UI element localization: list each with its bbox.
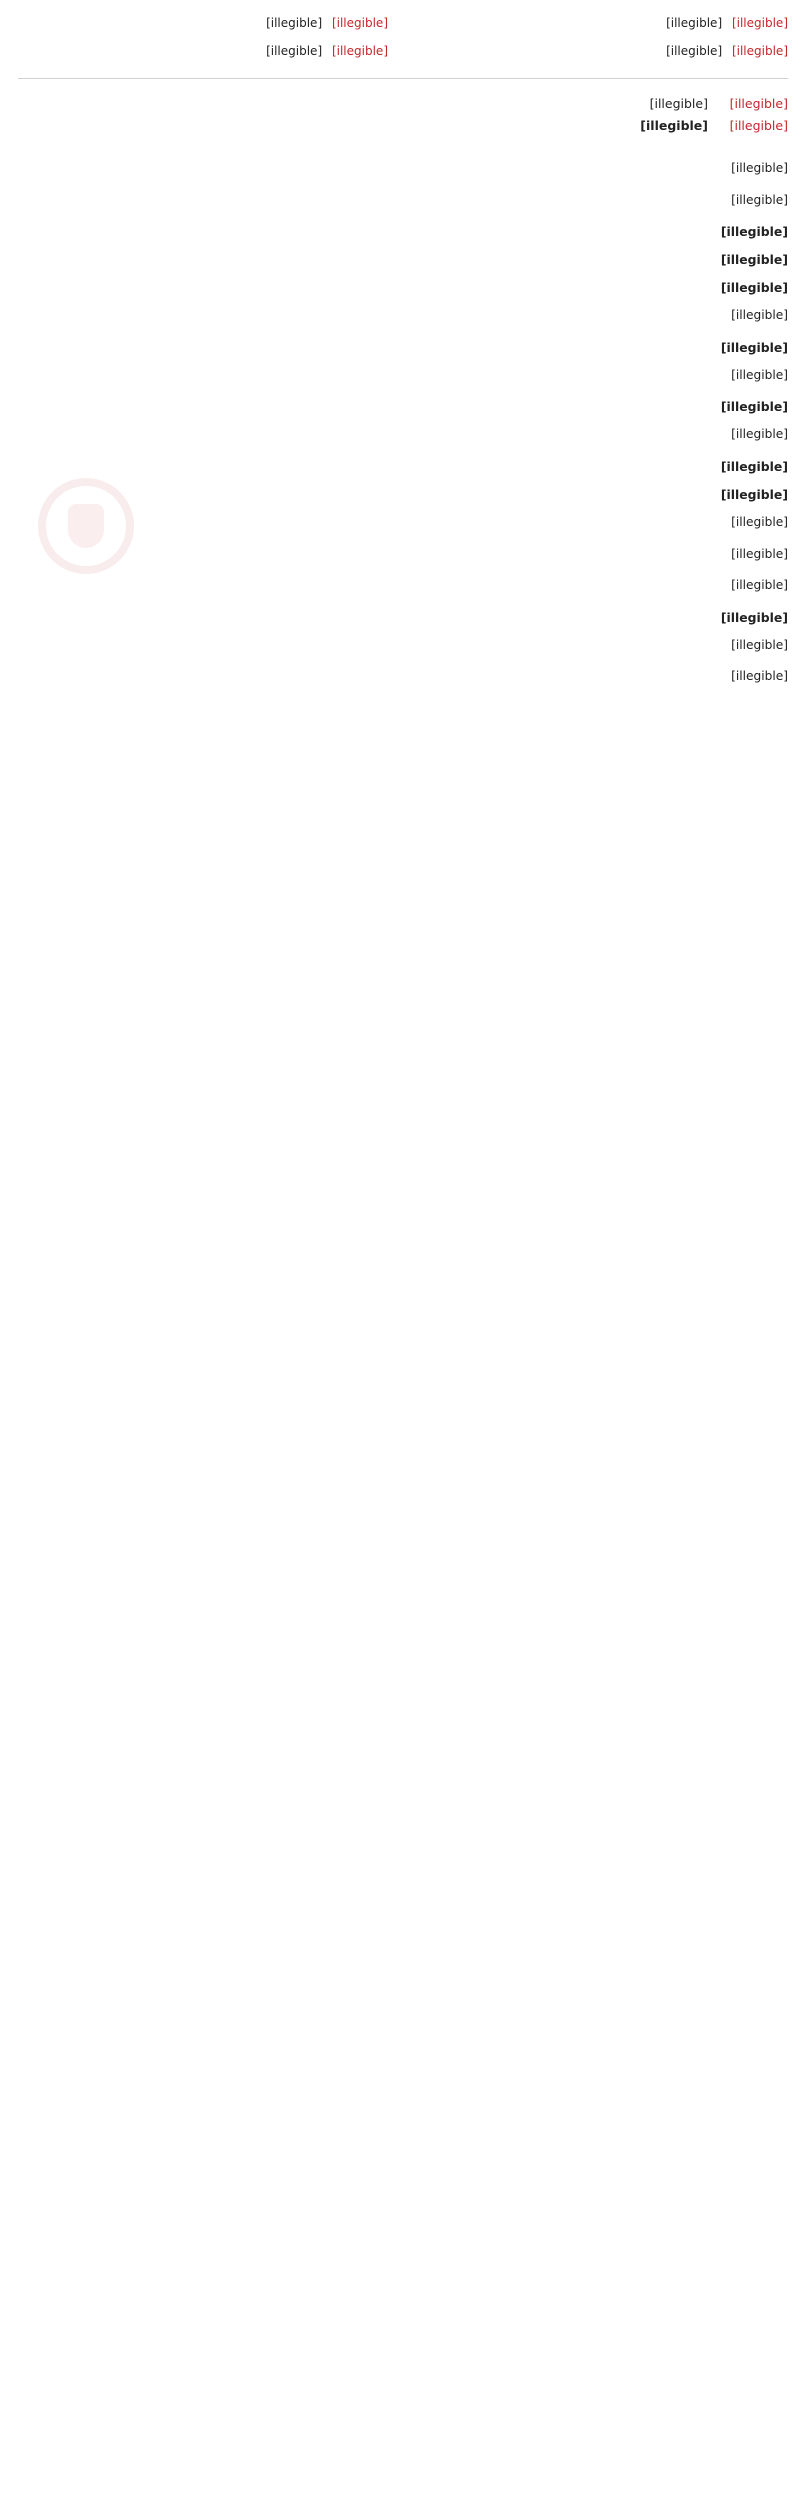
divider [18, 78, 788, 79]
heading-a: [illegible] [720, 224, 788, 240]
paragraph-intro: [illegible] [731, 161, 788, 175]
issue-date [418, 42, 788, 60]
text-label: [illegible] [729, 118, 788, 133]
subject-label: [illegible] [729, 96, 788, 111]
issue-date-value: [illegible] [666, 44, 723, 58]
paragraph-final: [illegible] [731, 669, 788, 684]
issuer-label: [illegible] [331, 44, 388, 58]
case-number-label: [illegible] [331, 16, 388, 30]
heading-attachment-2: [illegible] [720, 458, 788, 474]
heading-d: [illegible] [720, 486, 788, 502]
notice-body [18, 159, 788, 687]
paragraph-expert-report: [illegible] [731, 192, 788, 207]
paragraph-d1: [illegible] [731, 514, 788, 529]
case-number [18, 14, 388, 32]
ad-number [418, 14, 788, 32]
heading-e: [illegible] [720, 609, 788, 625]
subject-row [18, 93, 788, 115]
paragraph-c: [illegible] [731, 427, 788, 442]
paragraph-e: [illegible] [731, 637, 788, 652]
ad-number-label: [illegible] [731, 16, 788, 30]
paragraph-d3: [illegible] [731, 578, 788, 593]
issuer [18, 42, 388, 60]
heading-b2: [illegible] [720, 339, 788, 355]
heading-b1: [illegible] [720, 280, 788, 296]
ad-number-value: [illegible] [666, 16, 723, 30]
issuer-value: [illegible] [266, 44, 323, 58]
issue-date-label: [illegible] [731, 44, 788, 58]
subject-value: [illegible] [649, 96, 708, 111]
text-title-row [18, 115, 788, 137]
case-number-value: [illegible] [266, 16, 323, 30]
text-title: [illegible] [640, 118, 708, 133]
header-meta [18, 14, 788, 60]
heading-c: [illegible] [720, 399, 788, 415]
paragraph-b2: [illegible] [731, 367, 788, 382]
paragraph-d2: [illegible] [731, 546, 788, 561]
paragraph-b1: [illegible] [731, 308, 788, 323]
heading-b: [illegible] [720, 252, 788, 268]
